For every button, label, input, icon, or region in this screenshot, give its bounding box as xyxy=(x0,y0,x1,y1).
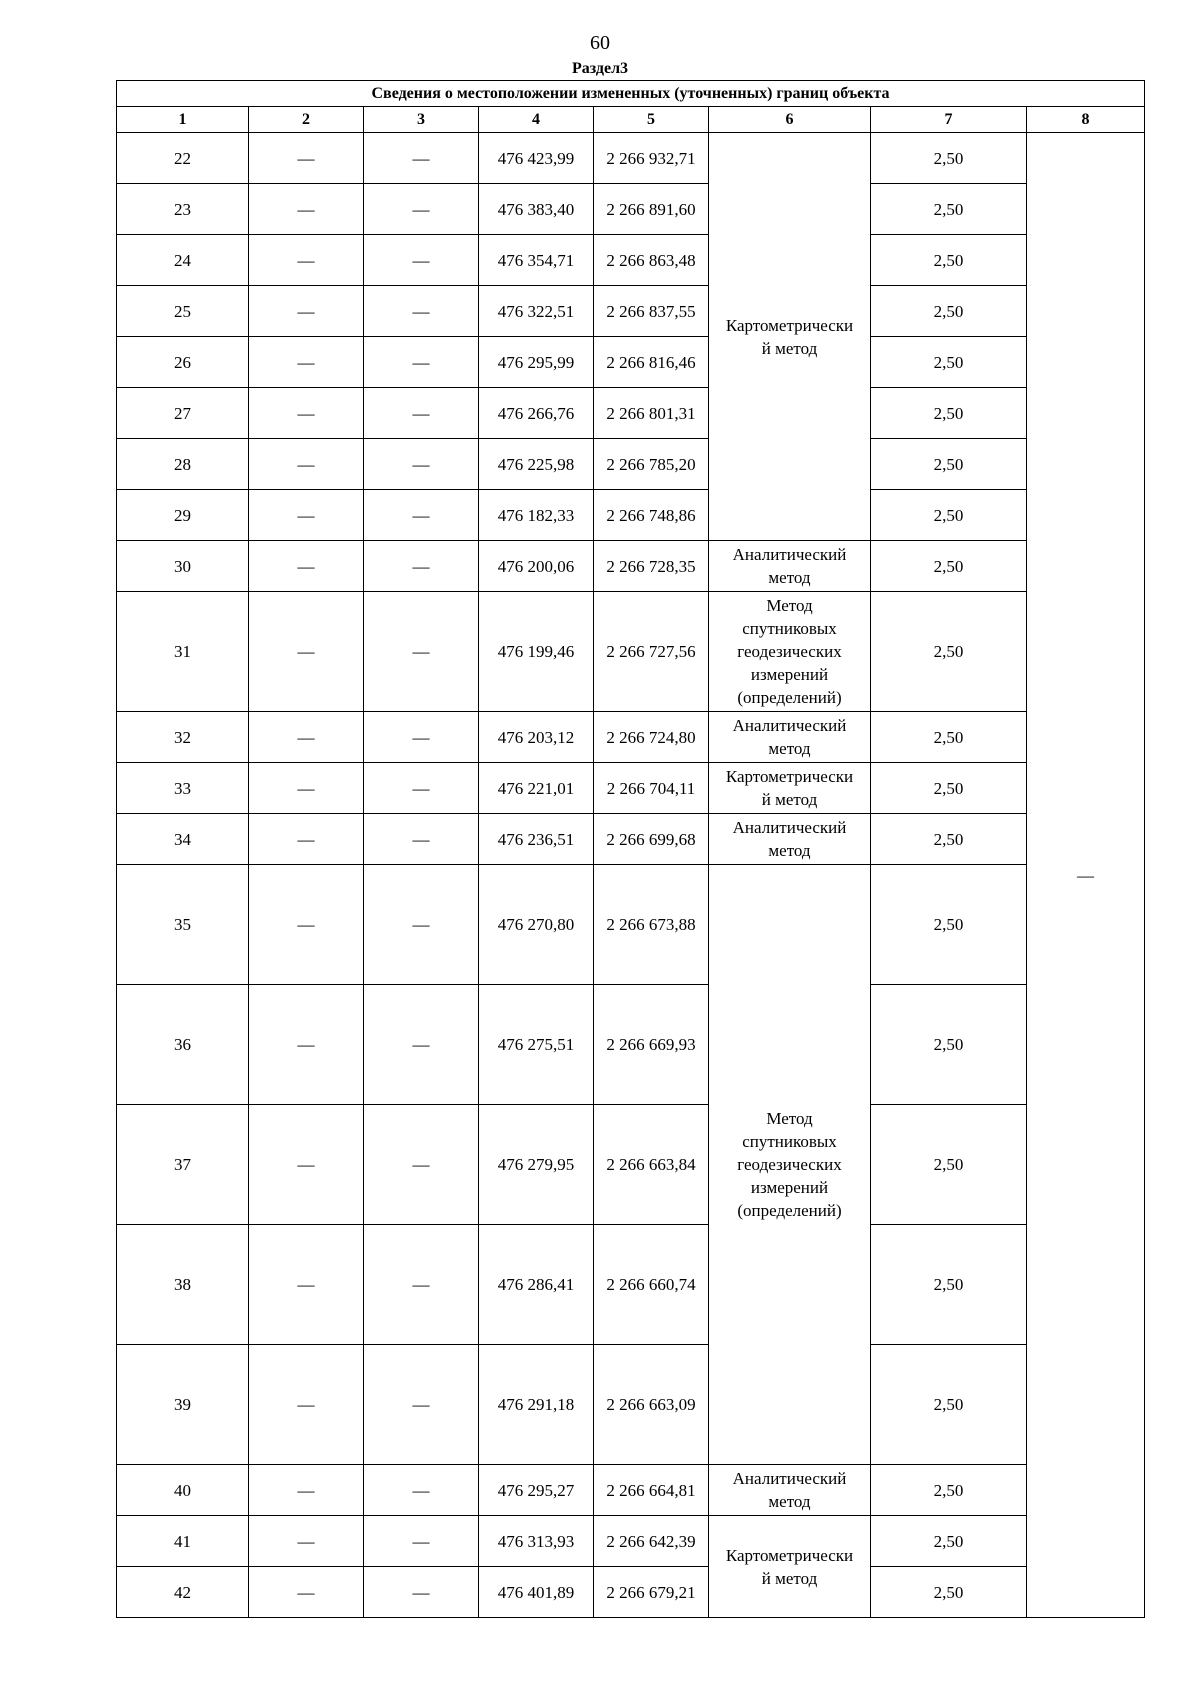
x-coordinate: 476 221,01 xyxy=(479,763,594,814)
y-coordinate: 2 266 642,39 xyxy=(594,1516,709,1567)
method-line: метод xyxy=(768,568,811,587)
y-coordinate: 2 266 679,21 xyxy=(594,1567,709,1618)
point-number: 41 xyxy=(117,1516,249,1567)
point-number: 32 xyxy=(117,712,249,763)
x-coordinate: 476 401,89 xyxy=(479,1567,594,1618)
accuracy-value: 2,50 xyxy=(871,490,1027,541)
column-2-value: — xyxy=(249,865,364,985)
y-coordinate: 2 266 663,84 xyxy=(594,1105,709,1225)
column-3-value: — xyxy=(364,184,479,235)
x-coordinate: 476 199,46 xyxy=(479,592,594,712)
column-3-value: — xyxy=(364,235,479,286)
column-2-value: — xyxy=(249,337,364,388)
table-row xyxy=(117,439,1145,490)
table-row xyxy=(117,133,1145,184)
method-line: метод xyxy=(768,841,811,860)
method-line: й метод xyxy=(761,790,818,809)
method-line: й метод xyxy=(761,338,818,358)
point-number: 38 xyxy=(117,1225,249,1345)
accuracy-value: 2,50 xyxy=(871,865,1027,985)
method-line: Аналитический xyxy=(732,1469,847,1488)
method-line: спутниковых xyxy=(742,619,837,638)
point-number: 34 xyxy=(117,814,249,865)
x-coordinate: 476 200,06 xyxy=(479,541,594,592)
table-row xyxy=(117,1567,1145,1618)
method-cell xyxy=(709,814,871,865)
x-coordinate: 476 182,33 xyxy=(479,490,594,541)
y-coordinate: 2 266 699,68 xyxy=(594,814,709,865)
point-number: 36 xyxy=(117,985,249,1105)
point-number: 37 xyxy=(117,1105,249,1225)
y-coordinate: 2 266 664,81 xyxy=(594,1465,709,1516)
column-2-value: — xyxy=(249,1105,364,1225)
accuracy-value: 2,50 xyxy=(871,133,1027,184)
y-coordinate: 2 266 704,11 xyxy=(594,763,709,814)
column-3-value: — xyxy=(364,541,479,592)
section-label: Раздел3 xyxy=(571,60,629,77)
y-coordinate: 2 266 785,20 xyxy=(594,439,709,490)
column-2-value: — xyxy=(249,592,364,712)
point-number: 26 xyxy=(117,337,249,388)
x-coordinate: 476 266,76 xyxy=(479,388,594,439)
method-line: измерений xyxy=(750,665,829,684)
accuracy-value: 2,50 xyxy=(871,1345,1027,1465)
column-3-value: — xyxy=(364,490,479,541)
column-number: 6 xyxy=(709,107,871,133)
column-2-value: — xyxy=(249,235,364,286)
boundary-table xyxy=(116,80,1145,1618)
point-number: 23 xyxy=(117,184,249,235)
column-number-row xyxy=(117,107,1145,133)
column-3-value: — xyxy=(364,1465,479,1516)
accuracy-value: 2,50 xyxy=(871,235,1027,286)
x-coordinate: 476 423,99 xyxy=(479,133,594,184)
x-coordinate: 476 270,80 xyxy=(479,865,594,985)
point-number: 28 xyxy=(117,439,249,490)
table-row xyxy=(117,712,1145,763)
table-row xyxy=(117,985,1145,1105)
method-line: (определений) xyxy=(737,688,842,707)
y-coordinate: 2 266 727,56 xyxy=(594,592,709,712)
method-line: Метод xyxy=(766,596,813,615)
column-2-value: — xyxy=(249,1345,364,1465)
table-row xyxy=(117,814,1145,865)
column-2-value: — xyxy=(249,541,364,592)
x-coordinate: 476 322,51 xyxy=(479,286,594,337)
x-coordinate: 476 354,71 xyxy=(479,235,594,286)
y-coordinate: 2 266 801,31 xyxy=(594,388,709,439)
column-3-value: — xyxy=(364,865,479,985)
table-row xyxy=(117,1105,1145,1225)
column-number: 7 xyxy=(871,107,1027,133)
column-2-value: — xyxy=(249,490,364,541)
method-cell xyxy=(709,865,871,1465)
accuracy-value: 2,50 xyxy=(871,592,1027,712)
x-coordinate: 476 275,51 xyxy=(479,985,594,1105)
table-row xyxy=(117,286,1145,337)
table-row xyxy=(117,865,1145,985)
column-2-value: — xyxy=(249,184,364,235)
column-2-value: — xyxy=(249,712,364,763)
table-title: Сведения о местоположении измененных (уточненных) границ объекта xyxy=(117,81,1145,107)
x-coordinate: 476 291,18 xyxy=(479,1345,594,1465)
x-coordinate: 476 295,27 xyxy=(479,1465,594,1516)
method-line: Аналитический xyxy=(732,545,847,564)
accuracy-value: 2,50 xyxy=(871,814,1027,865)
method-cell xyxy=(709,592,871,712)
y-coordinate: 2 266 891,60 xyxy=(594,184,709,235)
column-3-value: — xyxy=(364,1105,479,1225)
column-number: 5 xyxy=(594,107,709,133)
method-line: Аналитический xyxy=(732,716,847,735)
column-3-value: — xyxy=(364,763,479,814)
y-coordinate: 2 266 724,80 xyxy=(594,712,709,763)
method-line: Картометрически xyxy=(725,1545,854,1565)
x-coordinate: 476 383,40 xyxy=(479,184,594,235)
table-row xyxy=(117,235,1145,286)
y-coordinate: 2 266 728,35 xyxy=(594,541,709,592)
accuracy-value: 2,50 xyxy=(871,1465,1027,1516)
column-2-value: — xyxy=(249,1567,364,1618)
x-coordinate: 476 295,99 xyxy=(479,337,594,388)
point-number: 39 xyxy=(117,1345,249,1465)
x-coordinate: 476 225,98 xyxy=(479,439,594,490)
column-3-value: — xyxy=(364,712,479,763)
table-row xyxy=(117,337,1145,388)
x-coordinate: 476 286,41 xyxy=(479,1225,594,1345)
accuracy-value: 2,50 xyxy=(871,184,1027,235)
point-number: 30 xyxy=(117,541,249,592)
table-row xyxy=(117,1345,1145,1465)
column-2-value: — xyxy=(249,814,364,865)
column-3-value: — xyxy=(364,439,479,490)
column-number: 4 xyxy=(479,107,594,133)
accuracy-value: 2,50 xyxy=(871,1105,1027,1225)
column-number: 2 xyxy=(249,107,364,133)
column-3-value: — xyxy=(364,592,479,712)
column-3-value: — xyxy=(364,1225,479,1345)
table-row xyxy=(117,1225,1145,1345)
accuracy-value: 2,50 xyxy=(871,985,1027,1105)
point-number: 33 xyxy=(117,763,249,814)
point-number: 31 xyxy=(117,592,249,712)
method-line: Аналитический xyxy=(732,818,847,837)
column-3-value: — xyxy=(364,337,479,388)
accuracy-value: 2,50 xyxy=(871,286,1027,337)
point-number: 29 xyxy=(117,490,249,541)
method-line: (определений) xyxy=(737,1201,842,1220)
accuracy-value: 2,50 xyxy=(871,763,1027,814)
point-number: 22 xyxy=(117,133,249,184)
x-coordinate: 476 313,93 xyxy=(479,1516,594,1567)
y-coordinate: 2 266 663,09 xyxy=(594,1345,709,1465)
accuracy-value: 2,50 xyxy=(871,1567,1027,1618)
column-2-value: — xyxy=(249,133,364,184)
table-row xyxy=(117,592,1145,712)
method-line: Картометрически xyxy=(725,767,854,786)
y-coordinate: 2 266 863,48 xyxy=(594,235,709,286)
point-number: 42 xyxy=(117,1567,249,1618)
table-row xyxy=(117,490,1145,541)
page-number: 60 xyxy=(590,32,610,54)
accuracy-value: 2,50 xyxy=(871,1225,1027,1345)
accuracy-value: 2,50 xyxy=(871,439,1027,490)
method-line: метод xyxy=(768,739,811,758)
method-line: геодезических xyxy=(737,1155,842,1174)
method-cell xyxy=(709,541,871,592)
column-3-value: — xyxy=(364,985,479,1105)
column-3-value: — xyxy=(364,286,479,337)
method-line: геодезических xyxy=(737,642,842,661)
column-2-value: — xyxy=(249,1225,364,1345)
y-coordinate: 2 266 932,71 xyxy=(594,133,709,184)
accuracy-value: 2,50 xyxy=(871,541,1027,592)
column-number: 3 xyxy=(364,107,479,133)
point-number: 27 xyxy=(117,388,249,439)
column-3-value: — xyxy=(364,1567,479,1618)
y-coordinate: 2 266 748,86 xyxy=(594,490,709,541)
column-3-value: — xyxy=(364,814,479,865)
table-row xyxy=(117,388,1145,439)
method-line: Картометрически xyxy=(725,315,854,335)
column-2-value: — xyxy=(249,439,364,490)
x-coordinate: 476 203,12 xyxy=(479,712,594,763)
method-cell xyxy=(709,1516,871,1618)
accuracy-value: 2,50 xyxy=(871,712,1027,763)
table-row xyxy=(117,1465,1145,1516)
table-row xyxy=(117,541,1145,592)
column-3-value: — xyxy=(364,388,479,439)
accuracy-value: 2,50 xyxy=(871,337,1027,388)
point-number: 25 xyxy=(117,286,249,337)
method-line: метод xyxy=(768,1492,811,1511)
column-2-value: — xyxy=(249,388,364,439)
y-coordinate: 2 266 660,74 xyxy=(594,1225,709,1345)
y-coordinate: 2 266 816,46 xyxy=(594,337,709,388)
column-number: 8 xyxy=(1027,107,1145,133)
column-2-value: — xyxy=(249,1465,364,1516)
column-2-value: — xyxy=(249,985,364,1105)
accuracy-value: 2,50 xyxy=(871,1516,1027,1567)
point-number: 35 xyxy=(117,865,249,985)
point-number: 24 xyxy=(117,235,249,286)
method-cell xyxy=(709,1465,871,1516)
y-coordinate: 2 266 669,93 xyxy=(594,985,709,1105)
x-coordinate: 476 236,51 xyxy=(479,814,594,865)
column-3-value: — xyxy=(364,1516,479,1567)
column-2-value: — xyxy=(249,286,364,337)
y-coordinate: 2 266 837,55 xyxy=(594,286,709,337)
method-cell xyxy=(709,763,871,814)
column-3-value: — xyxy=(364,133,479,184)
column-number: 1 xyxy=(117,107,249,133)
table-title-row xyxy=(117,81,1145,107)
method-cell xyxy=(709,712,871,763)
y-coordinate: 2 266 673,88 xyxy=(594,865,709,985)
column-2-value: — xyxy=(249,763,364,814)
method-cell xyxy=(709,133,871,541)
column-2-value: — xyxy=(249,1516,364,1567)
method-line: спутниковых xyxy=(742,1132,837,1151)
method-line: Метод xyxy=(766,1109,813,1128)
method-line: й метод xyxy=(761,1568,818,1588)
table-row xyxy=(117,763,1145,814)
method-line: измерений xyxy=(750,1178,829,1197)
table-row xyxy=(117,184,1145,235)
point-number: 40 xyxy=(117,1465,249,1516)
x-coordinate: 476 279,95 xyxy=(479,1105,594,1225)
column-8-value: — xyxy=(1027,133,1145,1618)
table-row xyxy=(117,1516,1145,1567)
accuracy-value: 2,50 xyxy=(871,388,1027,439)
column-3-value: — xyxy=(364,1345,479,1465)
